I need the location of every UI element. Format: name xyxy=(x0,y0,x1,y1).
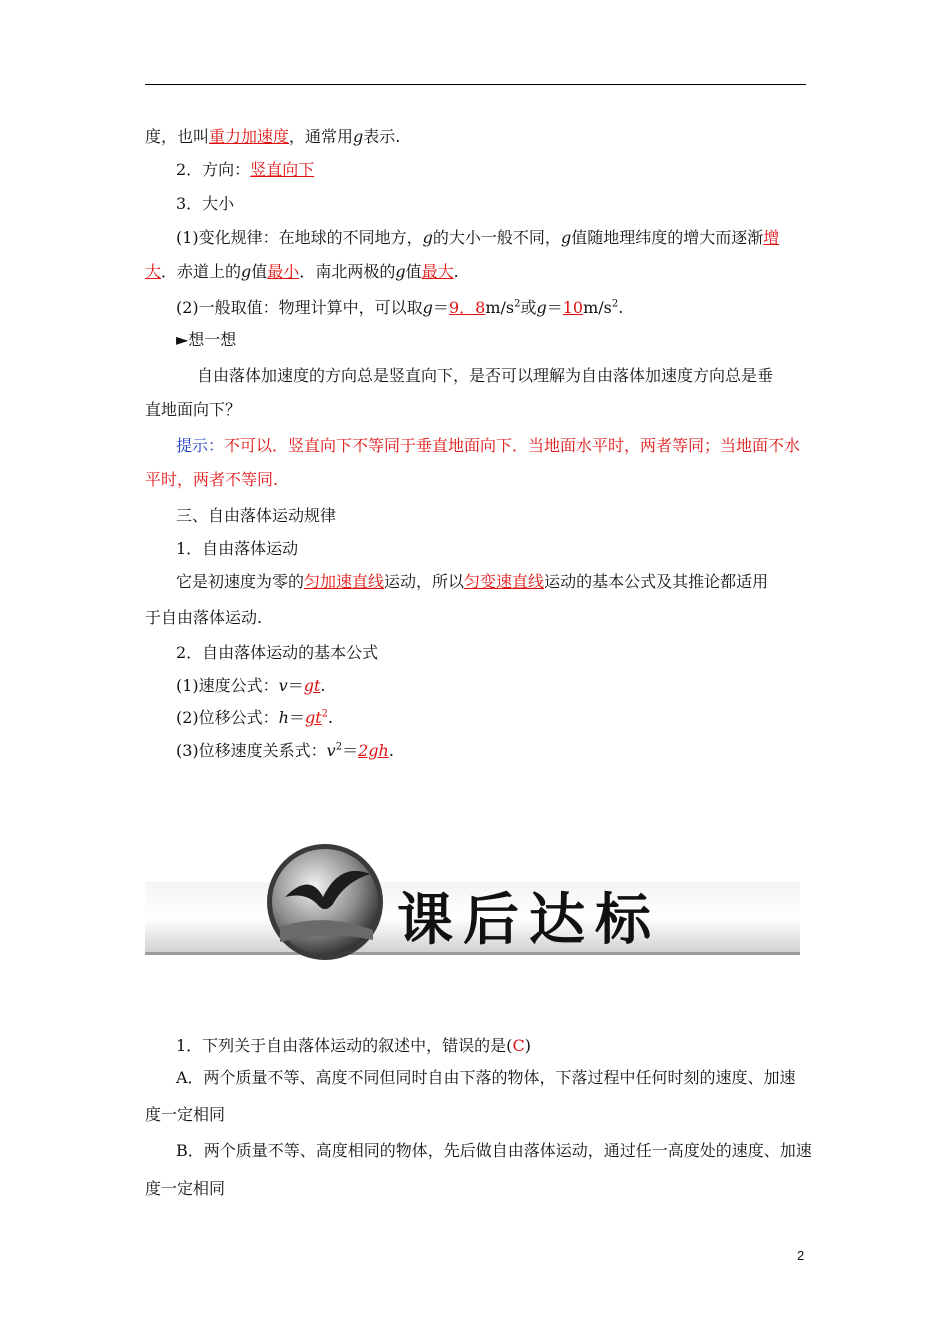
section-banner xyxy=(145,842,805,970)
text: 1．下列关于自由落体运动的叙述中，错误的是( xyxy=(176,1036,513,1055)
answer-blank: 大 xyxy=(145,262,162,281)
text: 的大小一般不同， xyxy=(432,228,561,247)
superscript: 2 xyxy=(321,708,329,720)
text: ，通常用 xyxy=(289,127,354,146)
text: (1)速度公式： xyxy=(176,676,279,695)
banner-title: 课后达标 xyxy=(397,888,661,953)
symbol: g xyxy=(353,127,364,146)
text: 表示. xyxy=(363,127,401,146)
option-line xyxy=(176,1068,796,1088)
unit: m/s xyxy=(583,298,612,317)
superscript: 2 xyxy=(514,298,521,310)
symbol: g xyxy=(536,298,547,317)
symbol: g xyxy=(422,228,433,247)
text: . xyxy=(320,676,326,695)
text-line xyxy=(145,127,400,147)
header-rule xyxy=(145,84,806,85)
text: 度，也叫 xyxy=(145,127,210,146)
text: 值随地理纬度的增大而逐渐 xyxy=(571,228,764,247)
answer-blank: 增 xyxy=(763,228,780,247)
option-a-text: A．两个质量不等、高度不同但同时自由下落的物体，下落过程中任何时刻的速度、加速 xyxy=(176,1068,796,1087)
section-marker xyxy=(176,330,236,350)
text: 值 xyxy=(405,262,422,281)
hint-text: 平时，两者不等同. xyxy=(145,470,279,489)
heading xyxy=(176,194,234,214)
symbol: v xyxy=(278,676,288,695)
option-line xyxy=(145,1105,225,1125)
text: 1．自由落体运动 xyxy=(176,539,299,558)
text-line xyxy=(145,262,459,282)
text-line xyxy=(176,572,768,592)
symbol: g xyxy=(560,228,572,247)
answer-blank: 重力加速度 xyxy=(209,127,290,146)
superscript: 2 xyxy=(335,741,343,753)
text: ＝ xyxy=(342,741,359,760)
text: (3)位移速度关系式： xyxy=(176,741,327,760)
text: ＝ xyxy=(546,298,563,317)
option-line xyxy=(176,1141,812,1161)
option-line xyxy=(145,1179,225,1199)
text: (2)位移公式： xyxy=(176,708,279,727)
text: ＝ xyxy=(288,708,305,727)
unit: m/s xyxy=(485,298,515,317)
text: 运动，所以 xyxy=(384,572,465,591)
symbol: g xyxy=(241,262,252,281)
text: 于自由落体运动. xyxy=(145,608,263,627)
text: 度一定相同 xyxy=(145,1105,226,1124)
heading xyxy=(176,539,298,559)
heading xyxy=(176,506,336,526)
hint-text: 不可以．竖直向下不等同于垂直地面向下．当地面水平时，两者等同；当地面不水 xyxy=(224,436,801,455)
text: 直地面向下？ xyxy=(145,400,242,419)
answer-blank: 最小 xyxy=(267,262,300,281)
text-line xyxy=(176,228,779,248)
text: 或 xyxy=(520,298,537,317)
text: 2．自由落体运动的基本公式 xyxy=(176,643,379,662)
text: . xyxy=(618,298,624,317)
symbol: g xyxy=(422,298,433,317)
answer-blank: 匀变速直线 xyxy=(464,572,545,591)
hint-label: 提示： xyxy=(176,436,225,455)
text-line xyxy=(176,160,314,180)
text: 3．大小 xyxy=(176,194,235,213)
answer-blank: 最大 xyxy=(421,262,454,281)
text-line xyxy=(145,608,262,628)
formula-line xyxy=(176,676,326,696)
answer: C xyxy=(512,1036,525,1055)
text: . xyxy=(328,708,334,727)
answer-blank: 9．8 xyxy=(448,298,486,317)
symbol: v xyxy=(326,741,336,760)
answer-blank: 匀加速直线 xyxy=(304,572,385,591)
banner-graphic xyxy=(145,842,805,970)
formula-line xyxy=(176,708,333,728)
text: 运动的基本公式及其推论都适用 xyxy=(544,572,769,591)
text: 三、自由落体运动规律 xyxy=(176,506,337,525)
text: (2)一般取值：物理计算中，可以取 xyxy=(176,298,423,317)
text: ) xyxy=(524,1036,531,1055)
text: 值 xyxy=(251,262,268,281)
text: ．南北两极的 xyxy=(299,262,396,281)
text: ►想一想 xyxy=(176,330,237,349)
text: . xyxy=(388,741,394,760)
option-b-text: B．两个质量不等、高度相同的物体，先后做自由落体运动，通过任一高度处的速度、加速 xyxy=(176,1141,812,1160)
text: ＝ xyxy=(287,676,304,695)
text: 自由落体加速度的方向总是竖直向下，是否可以理解为自由落体加速度方向总是垂 xyxy=(197,366,774,385)
text: . xyxy=(453,262,459,281)
answer-blank: gt xyxy=(305,708,322,727)
heading xyxy=(176,643,378,663)
superscript: 2 xyxy=(611,298,619,310)
text: ＝ xyxy=(432,298,449,317)
hint-line xyxy=(176,436,800,456)
answer-blank: 10 xyxy=(562,298,584,317)
symbol: h xyxy=(278,708,289,727)
text-line xyxy=(145,400,241,420)
answer-blank: 竖直向下 xyxy=(250,160,315,179)
question-stem xyxy=(176,1036,531,1056)
page-number: 2 xyxy=(797,1248,805,1263)
hint-line xyxy=(145,470,278,490)
text: ．赤道上的 xyxy=(161,262,242,281)
text-line xyxy=(197,366,773,386)
text-line xyxy=(176,298,623,318)
text: 它是初速度为零的 xyxy=(176,572,305,591)
answer-blank: 2gh xyxy=(358,741,389,760)
text: 度一定相同 xyxy=(145,1179,226,1198)
text: (1)变化规律：在地球的不同地方， xyxy=(176,228,423,247)
answer-blank: gt xyxy=(303,676,321,695)
symbol: g xyxy=(395,262,406,281)
text: 2．方向： xyxy=(176,160,251,179)
formula-line xyxy=(176,741,394,761)
